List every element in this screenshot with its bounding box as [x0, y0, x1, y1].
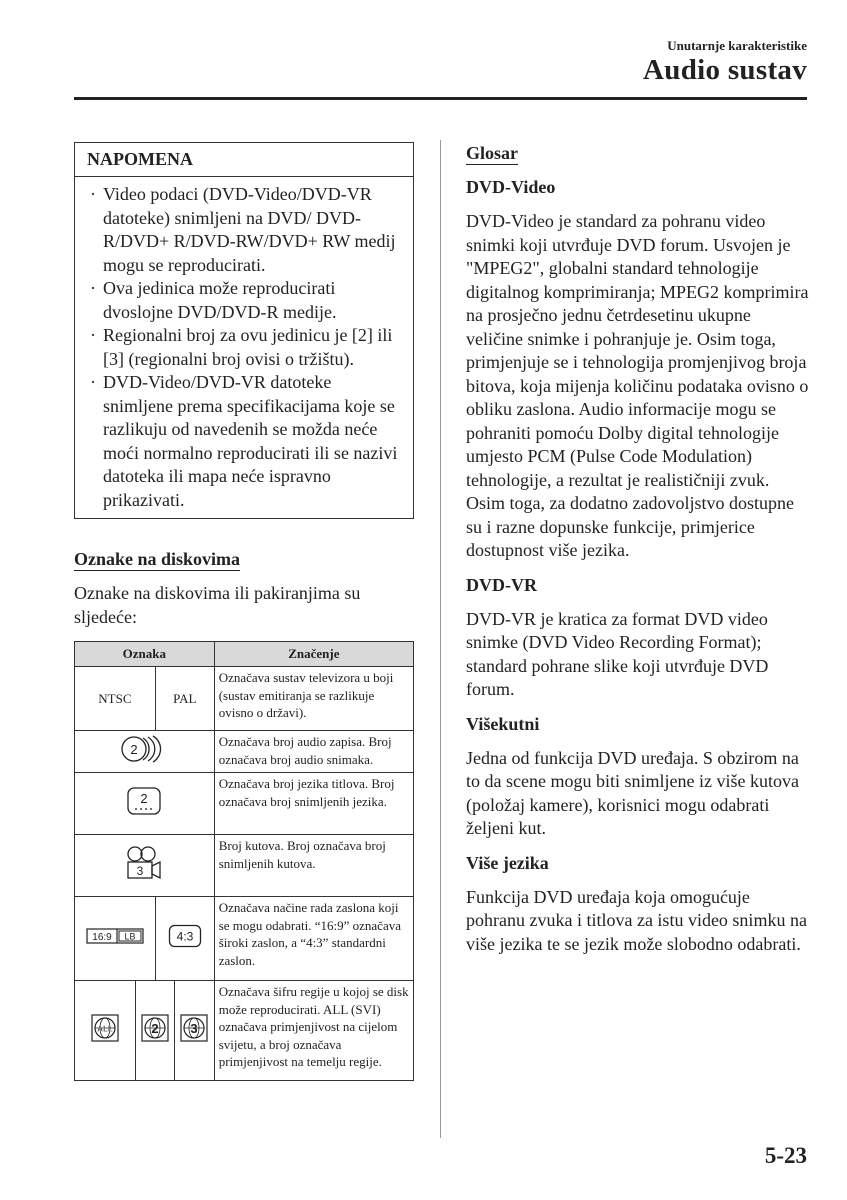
svg-text:LB: LB: [124, 931, 136, 942]
marks-heading: Oznake na diskovima: [74, 549, 241, 569]
glossary-definition: Osim toga, za dodatno zadovoljstvo dostupne su i razne dopunske funkcije, primjerice dostupnost više jezika.: [466, 493, 794, 560]
note-item: [89, 371, 399, 512]
header-rule: [74, 97, 807, 100]
glossary-term: Više jezika: [466, 852, 549, 873]
pal-mark: PAL: [155, 667, 214, 731]
table-row: [75, 981, 414, 1081]
bullet: ·: [90, 184, 96, 204]
header-meaning: Značenje: [214, 642, 413, 667]
note-item: [89, 277, 399, 324]
row-meaning: Označava šifru regije u kojoj se disk može reproducirati. ALL (SVI) označava primjenjivost na cijelom svijetu, a broj označava primjenjivost na temelju regije.: [214, 981, 413, 1081]
audio-tracks-icon: [75, 731, 215, 773]
marks-intro: Oznake na diskovima ili pakiranjima su sljedeće:: [74, 583, 361, 627]
row-meaning: Označava broj jezika titlova. Broj označava broj snimljenih jezika.: [214, 773, 413, 835]
glossary-definition: DVD-VR je kratica za format DVD video snimke (DVD Video Recording Format); standard pohrane slike koji utvrđuje DVD forum.: [466, 608, 769, 699]
header-mark: Oznaka: [75, 642, 215, 667]
chapter-subtitle: Unutarnje karakteristike: [667, 38, 807, 53]
region-all-icon: [75, 981, 136, 1081]
region-3-icon: [174, 981, 214, 1081]
note-item-text: Ova jedinica može reproducirati dvoslojne DVD/DVD-R medije.: [103, 278, 337, 322]
row-meaning: Broj kutova. Broj označava broj snimljenih kutova.: [214, 835, 413, 897]
svg-text:ALL: ALL: [97, 1024, 113, 1034]
bullet: ·: [90, 372, 96, 392]
row-meaning: Označava broj audio zapisa. Broj označava broj audio snimaka.: [214, 731, 413, 773]
note-body: [75, 177, 413, 518]
note-item-text: Regionalni broj za ovu jedinicu je [2] ili [3] (regionalni broj ovisi o tržištu).: [103, 325, 393, 369]
glossary-term: DVD-Video: [466, 177, 556, 197]
column-divider: [440, 140, 441, 1138]
standard-43-icon: [155, 897, 214, 981]
note-item-text: Video podaci (DVD-Video/DVD-VR datoteke) snimljeni na DVD/ DVD-R/DVD+ R/DVD-RW/DVD+ RW medij mogu se reproducirati.: [103, 184, 396, 275]
widescreen-lb-icon: [75, 897, 156, 981]
region-2-icon: [135, 981, 174, 1081]
glossary-heading: Glosar: [466, 143, 518, 163]
table-header-row: [75, 642, 414, 667]
note-item: [89, 324, 399, 371]
table-row: [75, 835, 414, 897]
left-column: [74, 142, 414, 1081]
svg-text:3: 3: [190, 1021, 198, 1037]
note-item: [89, 183, 399, 277]
row-meaning: Označava načine rada zaslona koji se mogu odabrati. “16:9” označava široki zaslon, a “4:3” standardni zaslon.: [214, 897, 413, 981]
table-row: [75, 897, 414, 981]
svg-text:2: 2: [151, 1021, 159, 1037]
chapter-title: Audio sustav: [643, 54, 807, 86]
svg-text:3: 3: [137, 864, 144, 879]
glossary-term: Višekutni: [466, 713, 540, 734]
table-row: [75, 667, 414, 731]
camera-angle-icon: [75, 835, 215, 897]
note-heading: NAPOMENA: [75, 143, 413, 177]
subtitles-icon: [75, 773, 215, 835]
ntsc-mark: NTSC: [75, 667, 156, 731]
right-column: [466, 142, 810, 956]
svg-text:2: 2: [140, 791, 148, 807]
glossary-definition: Jedna od funkcija DVD uređaja. S obzirom na to da scene mogu biti snimljene iz više kutova (položaj kamere), korisnici mogu odabrati željeni kut.: [466, 747, 799, 838]
page-number: 5-23: [764, 1143, 807, 1168]
svg-text:2: 2: [130, 742, 138, 758]
bullet: ·: [90, 278, 96, 298]
row-meaning: Označava sustav televizora u boji (sustav emitiranja se razlikuje ovisno o državi).: [214, 667, 413, 731]
note-box: [74, 142, 414, 519]
glossary-definition: Funkcija DVD uređaja koja omogućuje pohranu zvuka i titlova za istu video snimku na više jezika te se jezik može slobodno odabrati.: [466, 886, 807, 954]
table-row: [75, 731, 414, 773]
disc-marks-table: [74, 641, 414, 1081]
glossary-definition: DVD-Video je standard za pohranu video snimki koji utvrđuje DVD forum. Usvojen je "MPEG2", globalni standard tehnologije digitalnog komprimiranja; MPEG2 komprimira na prosječno jednu četrdesetinu ukupne veličine snimke i pohranjuje je. Osim toga, primjenjuje se i tehnologija promjenjivog broja bitova, koja mijenja količinu podataka ovisno o obliku zaslona. Audio informacije mogu se pohraniti pomoću Dolby digital tehnologije umjesto PCM (Pulse Code Modulation) tehnologije, a rezultat je realističniji zvuk.: [466, 211, 809, 490]
table-row: [75, 773, 414, 835]
bullet: ·: [90, 325, 96, 345]
svg-text:16:9: 16:9: [92, 932, 112, 944]
note-item-text: DVD-Video/DVD-VR datoteke snimljene prema specifikacijama koje se razlikuju od navedenih se možda neće moći normalno reproducirati ili se nazivi datoteka ili mapa neće ispravno prikazivati.: [103, 372, 398, 510]
svg-text:4:3: 4:3: [176, 929, 194, 944]
glossary-term: DVD-VR: [466, 574, 537, 595]
